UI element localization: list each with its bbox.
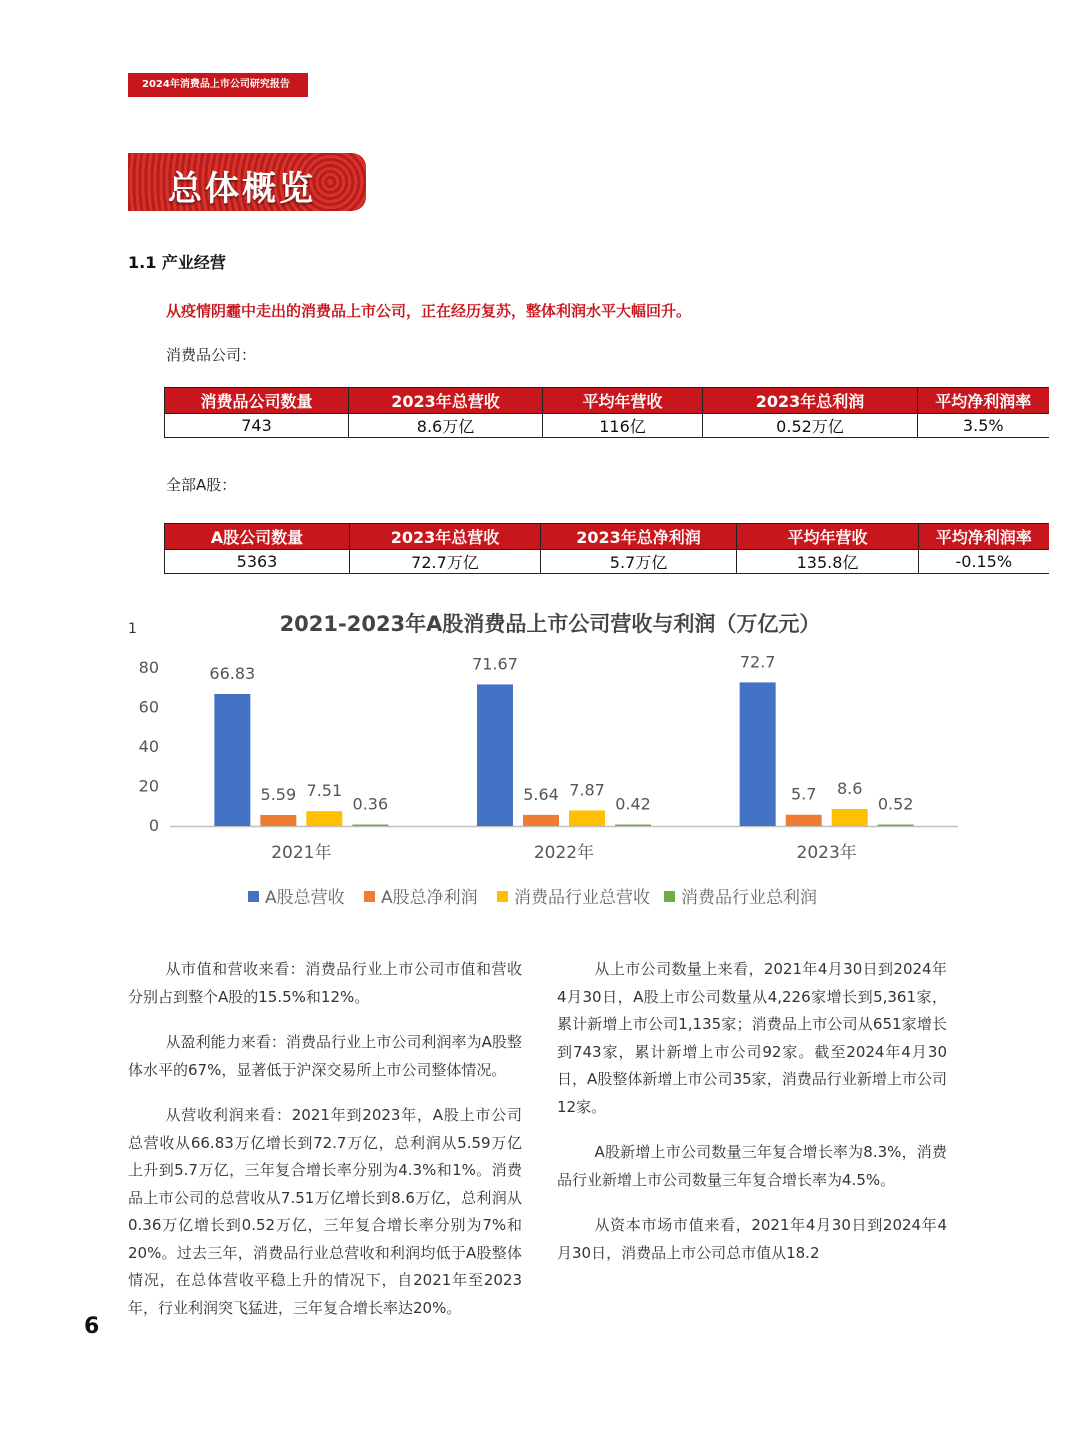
table-header-cell: 平均年营收: [543, 388, 703, 414]
paragraph: 从盈利能力来看：消费品行业上市公司利润率为A股整体水平的67%，显著低于沪深交易所上市公司整体情况。: [128, 1033, 522, 1079]
revenue-profit-chart: [128, 600, 1008, 930]
chart-bar: [615, 825, 651, 827]
data-label: 66.83: [209, 664, 256, 684]
highlight-statement: 从疫情阴霾中走出的消费品上市公司，正在经历复苏，整体利润水平大幅回升。: [166, 302, 692, 320]
legend-label: 消费品行业总营收: [514, 888, 650, 908]
legend-label: A股总净利润: [381, 888, 478, 908]
data-label: 0.42: [615, 794, 651, 814]
paragraph: 从资本市场市值来看，2021年4月30日到2024年4月30日，消费品上市公司总市值从18.2: [557, 1216, 947, 1262]
right-text-column: [557, 956, 947, 1285]
data-label: 7.87: [569, 780, 605, 800]
legend-swatch: [364, 891, 375, 902]
chart-bar: [352, 825, 388, 827]
consumer-stats-table: [164, 387, 1049, 438]
x-tick-label: 2022年: [533, 843, 595, 863]
stray-mark: 1: [128, 621, 137, 637]
table-header-cell: 平均净利润率: [919, 524, 1049, 550]
table-cell: -0.15%: [919, 550, 1049, 574]
chart-bar: [306, 811, 342, 826]
section-banner: [128, 153, 366, 211]
data-label: 72.7: [739, 652, 776, 672]
y-tick-label: 80: [138, 658, 159, 677]
chart-bar: [569, 810, 605, 826]
table-cell: 5363: [165, 550, 350, 574]
table-header-cell: 2023年总营收: [349, 388, 543, 414]
data-label: 5.59: [260, 784, 297, 804]
data-label: 5.7: [790, 784, 817, 804]
legend-swatch: [664, 891, 675, 902]
paragraph: A股新增上市公司数量三年复合增长率为8.3%，消费品行业新增上市公司数量三年复合增长率为4.5%。: [557, 1143, 947, 1189]
ashare-stats-table: [164, 523, 1049, 574]
paragraph: 从营收利润来看：2021年到2023年，A股上市公司总营收从66.83万亿增长到72.7万亿，总利润从5.59万亿上升到5.7万亿，三年复合增长率分别为4.3%和1%。消费品上市公司的总营收从7.51万亿增长到8.6万亿，总利润从0.36万亿增长到0.52万亿，三年复合增长率分别为7%和20%。过去三年，消费品行业总营收和利润均低于A股整体情况，在总体营收平稳上升的情况下，自2021年至2023年，行业利润突飞猛进，三年复合增长率达20%。: [128, 1106, 522, 1317]
table-header-cell: A股公司数量: [165, 524, 350, 550]
table-cell: 135.8亿: [737, 550, 919, 574]
table-cell: 8.6万亿: [349, 414, 543, 438]
chart-title: 2021-2023年A股消费品上市公司营收与利润（万亿元）: [279, 612, 821, 636]
y-tick-label: 60: [138, 697, 159, 717]
table-cell: 5.7万亿: [541, 550, 737, 574]
table-header-row: [165, 524, 1049, 550]
data-label: 0.36: [352, 794, 389, 814]
y-tick-label: 20: [138, 776, 159, 796]
x-tick-label: 2021年: [271, 843, 332, 863]
chart-bar: [260, 815, 296, 826]
table-row: [165, 414, 1049, 438]
paragraph: 从上市公司数量上来看，2021年4月30日到2024年4月30日，A股上市公司数量从4,226家增长到5,361家，累计新增上市公司1,135家；消费品上市公司从651家增长到743家，累计新增上市公司92家。截至2024年4月30日，A股整体新增上市公司35家，消费品行业新增上市公司12家。: [557, 960, 947, 1116]
data-label: 5.64: [523, 784, 559, 804]
x-tick-label: 2023年: [796, 843, 857, 863]
chart-bar: [740, 682, 776, 826]
y-tick-label: 40: [138, 737, 159, 756]
legend-label: 消费品行业总利润: [681, 888, 817, 908]
table-cell: 743: [165, 414, 349, 438]
table-header-cell: 消费品公司数量: [165, 388, 349, 414]
y-tick-label: 0: [148, 816, 159, 835]
consumer-table-caption: 消费品公司：: [166, 346, 257, 364]
data-label: 7.51: [306, 781, 343, 801]
table-header-cell: 2023年总营收: [350, 524, 541, 550]
report-tag: 2024年消费品上市公司研究报告: [128, 73, 308, 97]
chart-bar: [523, 815, 559, 826]
data-label: 71.67: [472, 654, 518, 674]
table-cell: 3.5%: [918, 414, 1049, 438]
table-cell: 0.52万亿: [703, 414, 918, 438]
legend-label: A股总营收: [265, 888, 345, 908]
chart-bar: [832, 809, 868, 826]
table-cell: 116亿: [543, 414, 703, 438]
chart-bar: [214, 694, 250, 826]
data-label: 0.52: [877, 794, 914, 814]
chart-bar: [477, 684, 513, 826]
table-header-cell: 平均净利润率: [918, 388, 1049, 414]
section-title: 总体概览: [168, 169, 316, 209]
chart-bar: [786, 815, 822, 826]
table-header-cell: 2023年总净利润: [541, 524, 737, 550]
table-header-cell: 平均年营收: [737, 524, 919, 550]
table-header-cell: 2023年总利润: [703, 388, 918, 414]
paragraph: 从市值和营收来看：消费品行业上市公司市值和营收分别占到整个A股的15.5%和12%。: [128, 960, 522, 1006]
table-cell: 72.7万亿: [350, 550, 541, 574]
table-row: [165, 550, 1049, 574]
chart-bar: [878, 825, 914, 827]
ashare-table-caption: 全部A股：: [166, 476, 237, 494]
page-number: 6: [84, 1314, 100, 1339]
legend-swatch: [497, 891, 508, 902]
left-text-column: [128, 956, 522, 1340]
legend-swatch: [248, 891, 259, 902]
subsection-title: 1.1 产业经营: [128, 253, 226, 272]
table-header-row: [165, 388, 1049, 414]
data-label: 8.6: [836, 779, 863, 799]
